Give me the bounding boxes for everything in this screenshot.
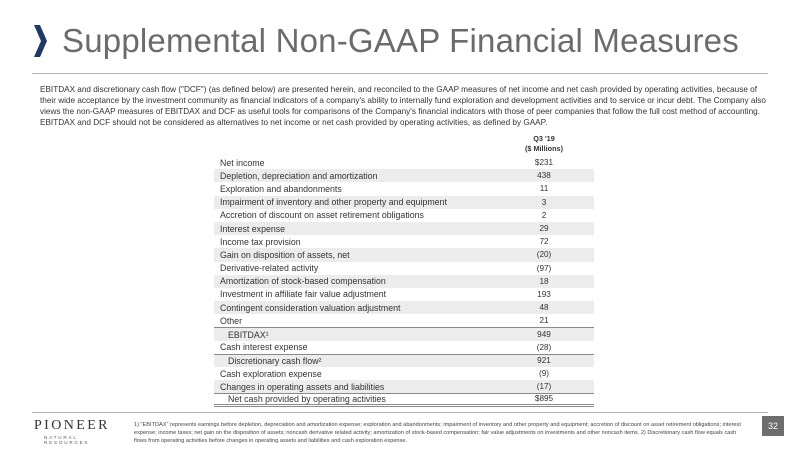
row-value: 11	[539, 184, 549, 194]
row-value: (20)	[536, 250, 552, 260]
row-value: 949	[537, 330, 551, 340]
row-value: $895	[534, 394, 554, 404]
row-label: Gain on disposition of assets, net	[220, 249, 350, 260]
table-row	[214, 380, 594, 393]
reconciliation-table	[214, 134, 594, 407]
row-label: Exploration and abandonments	[220, 183, 342, 194]
title-divider	[32, 73, 768, 74]
row-label: Investment in affiliate fair value adjustment	[220, 289, 387, 300]
row-value: $231	[534, 158, 554, 168]
row-label: Cash interest expense	[220, 342, 308, 353]
row-value: (9)	[538, 369, 549, 379]
subtotal-row-dcf	[214, 354, 594, 367]
row-label: Amortization of stock-based compensation	[220, 276, 386, 287]
row-value: 18	[539, 276, 549, 286]
row-label: Changes in operating assets and liabilities	[220, 381, 385, 392]
title-area	[32, 22, 739, 60]
row-value: (97)	[536, 263, 552, 273]
row-label: Derivative-related activity	[220, 263, 319, 274]
column-header-units: ($ Millions)	[524, 144, 564, 153]
row-value: 193	[537, 289, 551, 299]
row-label: Other	[220, 315, 243, 326]
row-value: (17)	[536, 382, 552, 392]
column-header	[494, 134, 594, 156]
row-label: Interest expense	[220, 223, 286, 234]
intro-paragraph: EBITDAX and discretionary cash flow ("DCF") (as defined below) are presented herein, and reconciled to the GAAP measures of net income and net cash provided by operating activities, because of their wide acceptance by the investment community as financial indicators of a company's ability to internally fund exploration and development activities and to service or incur debt. The Company also views the non-GAAP measures of EBITDAX and DCF as useful tools for comparisons of the Company's financial indicators with those of peer companies that follow the full cost method of accounting. EBITDAX and DCF should not be considered as alternatives to net income or net cash provided by operating activities, as defined by GAAP.	[40, 85, 766, 127]
table-row	[214, 367, 594, 380]
row-label: Accretion of discount on asset retirement obligations	[220, 210, 424, 221]
column-header-period: Q3 '19	[533, 134, 555, 143]
row-value: 48	[539, 303, 549, 313]
table-row	[214, 248, 594, 261]
row-value: 29	[539, 224, 549, 234]
logo-tagline: NATURAL RESOURCES	[44, 435, 90, 445]
table-header	[214, 134, 594, 156]
page-title: Supplemental Non-GAAP Financial Measures	[62, 22, 739, 59]
company-logo	[34, 418, 124, 445]
row-value: 3	[541, 197, 547, 207]
footer-divider	[32, 412, 768, 413]
row-value: 438	[537, 171, 551, 181]
table-row	[214, 275, 594, 288]
table-row	[214, 182, 594, 195]
row-value: 2	[541, 210, 547, 220]
table-row	[214, 314, 594, 327]
table-row	[214, 288, 594, 301]
row-label: EBITDAX¹	[228, 329, 269, 340]
row-label: Impairment of inventory and other property and equipment	[220, 197, 447, 208]
row-value: 921	[537, 356, 551, 366]
chevron-right-icon	[32, 24, 48, 58]
table-row	[214, 301, 594, 314]
row-label: Net income	[220, 157, 265, 168]
page-number: 32	[762, 416, 784, 436]
table-row	[214, 169, 594, 182]
table-row	[214, 262, 594, 275]
row-label: Depletion, depreciation and amortization	[220, 170, 378, 181]
logo-wordmark: PIONEER	[34, 418, 110, 433]
row-label: Net cash provided by operating activities	[228, 393, 386, 404]
table-row	[214, 341, 594, 354]
row-value: (28)	[536, 342, 552, 352]
row-label: Contingent consideration valuation adjustment	[220, 302, 401, 313]
table-row	[214, 209, 594, 222]
total-row	[214, 393, 594, 406]
row-label: Discretionary cash flow²	[228, 355, 322, 366]
table-row	[214, 222, 594, 235]
table-row	[214, 235, 594, 248]
row-value: 72	[539, 237, 549, 247]
table-row	[214, 196, 594, 209]
footnote: 1) "EBITDAX" represents earnings before depletion, depreciation and amortization expense; exploration and abandonments; impairment of inventory and other property and equipment; accretion of discount on asset retirement obligations; interest expense; income taxes; net gain on the disposition of assets; noncash derivative related activity; amortization of stock-based compensation; fair value adjustments on investments and other noncash items. 2) Discretionary cash flow equals cash flows from operating activities before changes in operating assets and liabilities and cash exploration expense.	[134, 422, 741, 444]
row-label: Cash exploration expense	[220, 368, 322, 379]
row-label: Income tax provision	[220, 236, 301, 247]
table-row	[214, 156, 594, 169]
row-value: 21	[539, 316, 549, 326]
subtotal-row-ebitdax	[214, 327, 594, 340]
